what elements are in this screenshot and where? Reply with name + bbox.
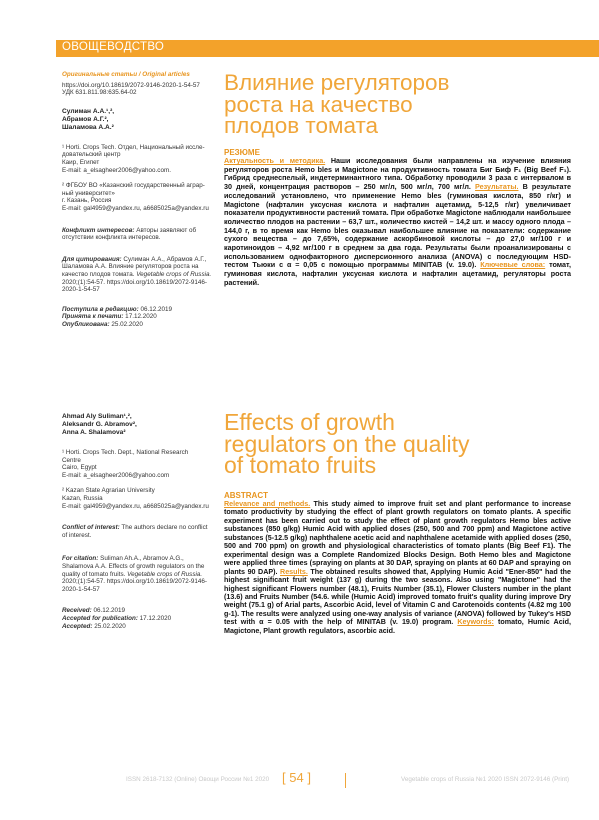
aff-line: ² Kazan State Agrarian University — [62, 487, 155, 495]
aff-line: Kazan, Russia — [62, 494, 103, 502]
ru-methods-text: Наши исследования были направлены на изучение влияния регуляторов роста Hemo bles и Magictone на продуктивность томата Биг Биф F₁ (Big Beef F₁). Гибрид среднеспелый, индетерминантного типа. Обработку проводили 3 раза с интервалом в 30 дней, концентрация растворов – 250 мг/л, 500 мг/л, 700 мг/л. — [224, 156, 571, 192]
ru-citation — [62, 256, 212, 294]
author: Anna A. Shalamova² — [62, 429, 126, 436]
aff-email[interactable]: E-mail: gal4959@yandex.ru, a6685025a@yandex.ru — [62, 204, 209, 212]
footer-left: ISSN 2618-7132 (Online) Овощи России №1 2020 — [126, 776, 270, 783]
aff-line: Centre — [62, 456, 81, 464]
title-line: плодов томата — [224, 113, 379, 138]
title-line: Влияние регуляторов — [224, 70, 450, 95]
title-line: роста на качество — [224, 91, 413, 117]
page-number: [ 54 ] — [282, 770, 311, 785]
en-published — [62, 623, 212, 631]
conflict-label: Conflict of interest: — [62, 524, 120, 532]
aff-line: ¹ Horti. Crops Tech. Dept., National Research — [62, 449, 189, 456]
aff-line: Cairo, Egypt — [62, 464, 97, 472]
ru-affiliation-1 — [62, 144, 212, 174]
accepted-date: 17.12.2020 — [123, 313, 157, 321]
aff-email[interactable]: E-mail: a_elsagheer2006@yahoo.com — [62, 471, 170, 479]
doi-link[interactable]: https://doi.org/10.18619/2072-9146-2020-1-54-57 — [62, 81, 200, 89]
author: Ahmad Aly Suliman¹,², — [62, 413, 132, 420]
en-keywords-text: tomato, Humic Acid, Magictone, Plant growth regulators, ascorbic acid. — [224, 618, 572, 635]
en-keywords-label: Keywords: — [457, 618, 494, 627]
citation-label: For citation: — [62, 555, 99, 563]
en-affiliation-2 — [62, 487, 212, 510]
en-meta-column — [62, 413, 212, 630]
aff-line: ¹ Horti. Crops Tech. Отдел, Национальный иссле- — [62, 143, 205, 151]
footer-right: Vegetable crops of Russia №1 2020 ISSN 2072-9146 (Print) — [401, 776, 570, 783]
en-abstract-heading: ABSTRACT — [224, 491, 268, 500]
footer-divider — [345, 773, 346, 788]
aff-line: Каир, Египет — [62, 158, 100, 166]
published-date: 25.02.2020 — [92, 622, 126, 630]
ru-meta-column — [62, 71, 212, 328]
en-results-text: The obtained results showed that, Applying Humic Acid "Ener-850" had the highest significant fruit weight (137 g) during the two seasons. Also using "Magictone" had the highest significant Flowers number (48.1), Fruits Number (35.1), Flower Clusters number in the plant (13.6) and Fruits Number (54.6. while (Humic Acid) improved tomato fruit's quality during improve Dry weight (75.1 g) of Arial parts, Ascorbic Acid, level of Vitamin C and Carotenoids contents (4.82 mg 100 g-1). The results were analyzed using one-way analysis of variance (ANOVA) followed by Tukey's HSD test with α = 0.05 with the help of MINITAB (v. 19.0) program. — [224, 567, 571, 627]
page-number-value: 54 — [289, 770, 304, 785]
aff-email[interactable]: E-mail: gal4959@yandex.ru, a6685025a@yandex.ru — [62, 502, 209, 510]
ru-results-label: Результаты. — [475, 182, 519, 192]
en-received — [62, 607, 212, 615]
citation-tail: 2020;(1):54-57. https://doi.org/10.18619/2072-9146-2020-1-54-57 — [62, 278, 207, 294]
citation-tail: 2020;(1):54-57. https://doi.org/10.18619/2072-9146-2020-1-54-57 — [62, 578, 207, 593]
aff-line: ный университет» — [62, 189, 115, 197]
ru-keywords-text: томат, гуминовая кислота, нафталин уксусная кислота и нафталин ацетамид, регуляторы роста растений. — [224, 260, 571, 287]
accepted-label: Принята к печати: — [62, 313, 124, 321]
ru-published — [62, 321, 212, 329]
ru-abstract-heading: РЕЗЮМЕ — [224, 148, 260, 157]
en-authors — [62, 413, 212, 437]
ru-authors — [62, 108, 212, 132]
ru-received — [62, 306, 212, 314]
accepted-label: Accepted for publication: — [62, 614, 138, 622]
article-type: Оригинальные статьи / Original articles — [62, 71, 190, 78]
en-affiliation-1 — [62, 449, 212, 479]
ru-abstract — [224, 157, 571, 288]
author: Шаламова А.А.² — [62, 123, 114, 131]
section-banner — [56, 40, 599, 57]
title-line: Effects of growth — [224, 409, 395, 435]
citation-text: Сулиман А.А., Абрамов А.Г., Шаламова А.А. Влияние регуляторов роста на качество плодов томата. — [62, 255, 207, 278]
author: Сулиман А.А.¹,², — [62, 107, 115, 115]
aff-line: довательский центр — [62, 151, 121, 159]
page-footer — [56, 768, 599, 788]
en-citation — [62, 555, 212, 593]
published-label: Опубликована: — [62, 320, 110, 328]
en-methods-label: Relevance and methods. — [224, 500, 311, 508]
aff-line: ² ФГБОУ ВО «Казанский государственный аграр- — [62, 182, 205, 190]
title-line: regulators on the quality — [224, 430, 470, 457]
ru-accepted — [62, 313, 212, 321]
en-results-label: Results. — [280, 567, 308, 576]
ru-affiliation-2 — [62, 182, 212, 212]
en-conflict — [62, 524, 212, 539]
conflict-label: Конфликт интересов: — [62, 226, 135, 234]
published-date: 25.02.2020 — [109, 320, 143, 328]
en-article-title — [224, 409, 470, 478]
citation-journal: Vegetable crops of Russia. — [136, 270, 212, 278]
en-accepted — [62, 615, 212, 623]
section-title: ОВОЩЕВОДСТВО — [62, 41, 165, 53]
ru-keywords-label: Ключевые слова: — [480, 260, 546, 270]
aff-email[interactable]: E-mail: a_elsagheer2006@yahoo.com. — [62, 166, 171, 174]
citation-text: Suliman Ah.A., Abramov A.G., Shalamova A.A. Effects of growth regulators on the quality of tomato fruits. — [62, 555, 205, 578]
ru-results-text: В результате исследований установлено, что применение Hemo bles (гуминовая кислота, 850 г/кг) и Magictone (нафталин уксусная кислота и нафталин ацетамид, 5-12,5 г/кг) увеличивает показатели продуктивности растений томата. При обработке Magictone наблюдали наибольшее количество плодов на растении – 63,7 шт., количество кистей – 14,2 шт. и массу одного плода – 144,0 г, в то время как Hemo bles оказывал наибольшее влияние на показатели: содержание сухого вещества – до 7,65%, содержание аскорбиновой кислоты – до 27,0 мг/100 г и каротиноидов – 4,92 мг/100 г в среднем за два года. Результаты были проанализированы с использованием однофакторного дисперсионного анализа (ANOVA) с последующим HSD-тестом Тьюки с α = 0,05 с помощью программы MINITAB (v. 19.0). — [224, 182, 571, 270]
author: Aleksandr G. Abramov², — [62, 421, 137, 428]
received-label: Received: — [62, 607, 92, 615]
en-methods-text: This study aimed to improve fruit set and plant performance to increase tomato productivity by studying the effect of plant growth regulators on tomato plants. A specific experiment has been carried out to study the effect of plant growth regulators Hemo bles active substances (850 g/kg) Humic Acid with applied doses (250, 500 and 700 ppm) and Magictone active substances (5-12.5 g/kg) naphthalene acetic acid and naphthalene acetamide with applied doses (250, 500 and 700 ppm) on growth and physiological characteristics of tomato plants (Big Beef F1). The experimental design was a Complete Randomized Blocks Design. Both Hemo bles and Magictone were applied three times (spraying on plants at 30 DAP, spraying on plants at 60 DAP and spraying on plants 90 DAP). — [224, 500, 571, 576]
citation-journal: Vegetable crops of Russia. — [127, 570, 203, 578]
aff-line: г. Казань, Россия — [62, 197, 112, 205]
received-label: Поступила в редакцию: — [62, 305, 139, 313]
citation-label: Для цитирования: — [62, 255, 122, 263]
en-abstract — [224, 500, 571, 635]
received-date: 06.12.2019 — [91, 607, 126, 615]
ru-article-title — [224, 72, 450, 137]
title-line: of tomato fruits — [224, 452, 377, 478]
conflict-text: Авторы заявляют об отсутствии конфликта интересов. — [62, 226, 197, 242]
udk: УДК 631.811.98:635.64-02 — [62, 89, 137, 97]
ru-methods-label: Актуальность и методика. — [224, 156, 326, 165]
ru-conflict — [62, 227, 212, 242]
received-date: 06.12.2019 — [138, 305, 172, 313]
accepted-date: 17.12.2020 — [137, 614, 172, 622]
author: Абрамов А.Г.², — [62, 115, 109, 123]
conflict-text: The authors declare no conflict of interest. — [62, 524, 208, 539]
published-label: Accepted: — [62, 622, 93, 630]
